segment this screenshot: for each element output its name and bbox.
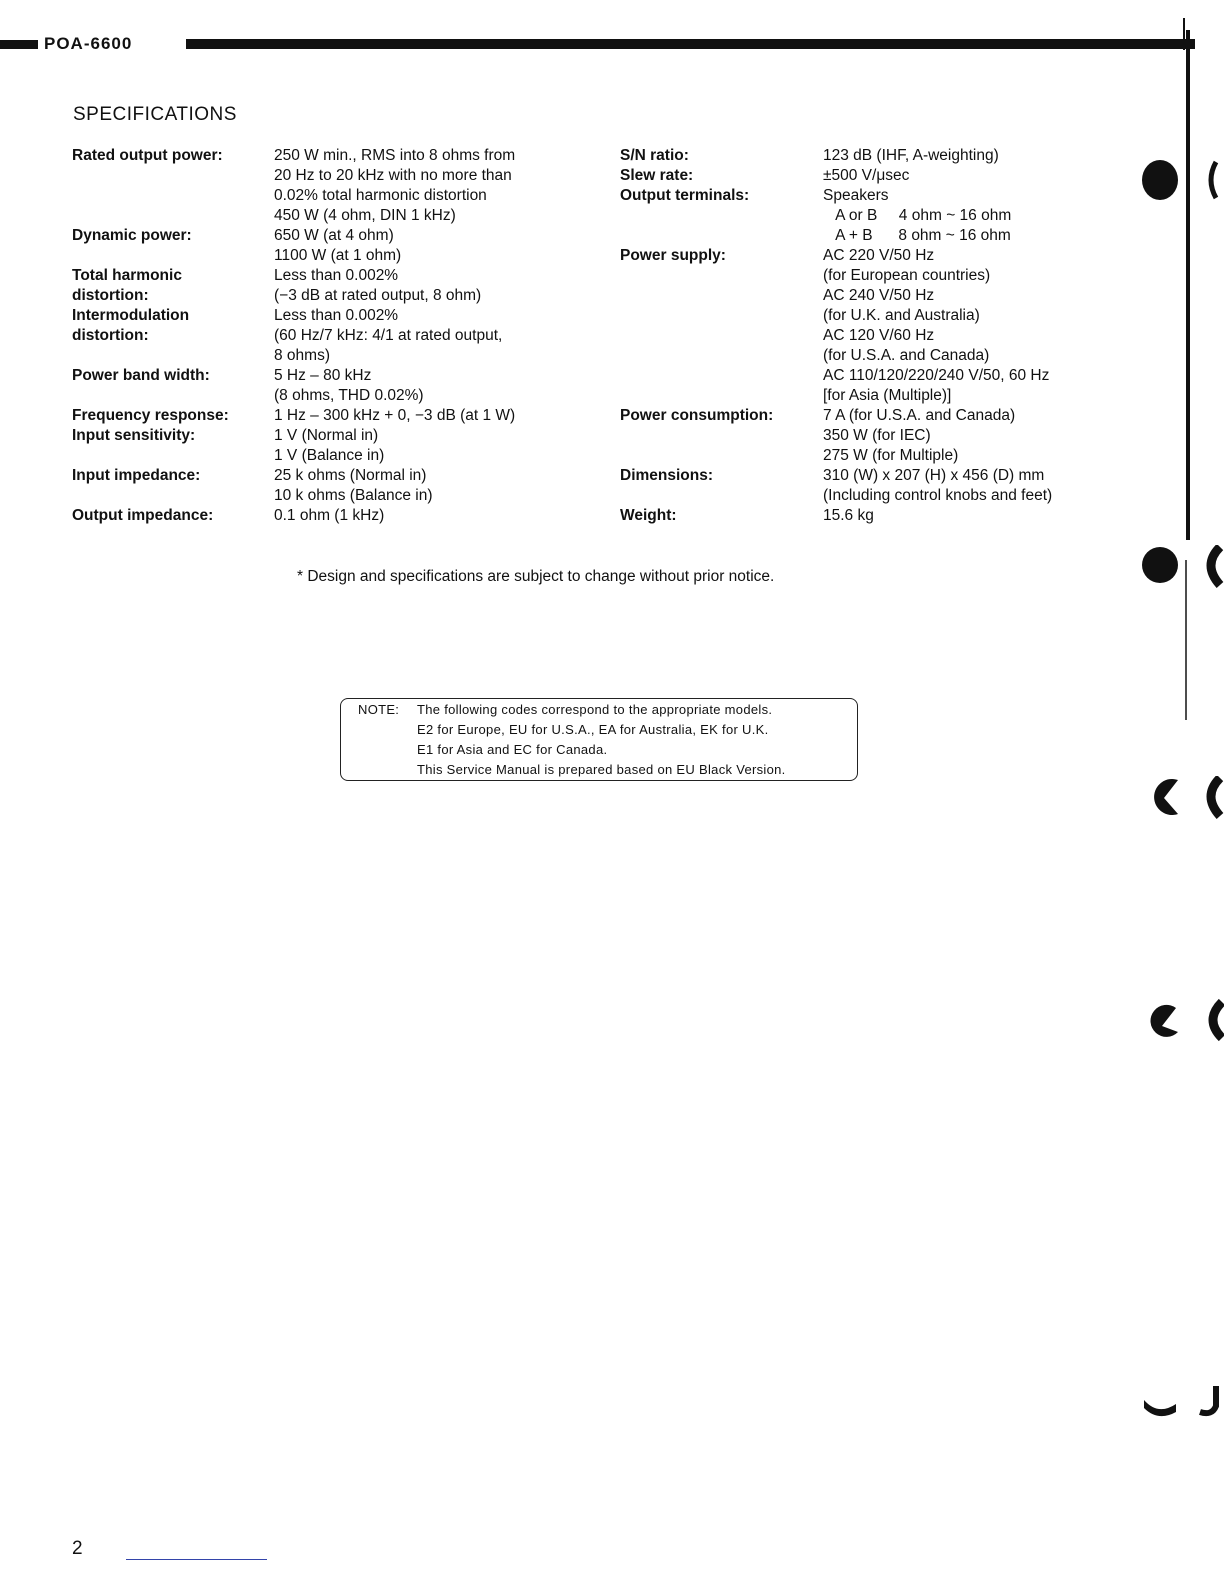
spec-row-dimensions <box>620 466 1140 506</box>
spec-values <box>274 466 433 506</box>
spec-value-line: 5 Hz – 80 kHz <box>274 367 372 384</box>
spec-value-line: AC 120 V/60 Hz <box>823 327 935 344</box>
spec-label: Slew rate: <box>620 167 694 184</box>
spec-row-input-sensitivity <box>72 426 592 466</box>
spec-value-line: 275 W (for Multiple) <box>823 447 959 464</box>
spec-label: Power band width: <box>72 367 210 384</box>
spec-row-weight <box>620 506 1140 526</box>
binder-hole-mark <box>1140 158 1224 202</box>
spec-values <box>274 426 384 466</box>
binder-hole-mark <box>1140 998 1224 1042</box>
spec-values <box>274 306 502 366</box>
spec-value-line: (60 Hz/7 kHz: 4/1 at rated output, <box>274 327 503 344</box>
spec-value-line: AC 220 V/50 Hz <box>823 247 935 264</box>
spec-label: Power consumption: <box>620 407 774 424</box>
spec-value-line: (Including control knobs and feet) <box>823 487 1053 504</box>
spec-value-line: AC 240 V/50 Hz <box>823 287 935 304</box>
spec-value-line: 123 dB (IHF, A-weighting) <box>823 147 999 164</box>
binder-hole-mark <box>1140 776 1224 820</box>
spec-value-line: Speakers <box>823 187 889 204</box>
spec-label: Frequency response: <box>72 407 229 424</box>
note-label: NOTE: <box>358 702 400 717</box>
spec-value-line: Less than 0.002% <box>274 267 399 284</box>
page-number: 2 <box>72 1538 83 1559</box>
spec-value-line: 310 (W) x 207 (H) x 456 (D) mm <box>823 467 1045 484</box>
spec-value-line: 450 W (4 ohm, DIN 1 kHz) <box>274 207 456 224</box>
binder-hole-mark <box>1140 1386 1224 1426</box>
spec-values <box>823 246 1049 406</box>
spec-row-output-impedance <box>72 506 592 526</box>
spec-values <box>274 506 384 526</box>
spec-value-line: 0.1 ohm (1 kHz) <box>274 507 385 524</box>
note-line: The following codes correspond to the appropriate models. <box>417 702 773 717</box>
right-edge-rule <box>1186 30 1190 540</box>
spec-label: Input sensitivity: <box>72 427 196 444</box>
spec-value-line: 1100 W (at 1 ohm) <box>274 247 402 264</box>
spec-value-line: [for Asia (Multiple)] <box>823 387 952 404</box>
header-bar-left-segment <box>0 40 38 49</box>
binder-hole-mark <box>1140 545 1224 589</box>
spec-value-line: 20 Hz to 20 kHz with no more than <box>274 167 512 184</box>
binder-hole-arc <box>1211 162 1216 198</box>
binder-hole-dot <box>1144 1400 1176 1416</box>
footnote: * Design and specifications are subject to change without prior notice. <box>297 568 775 585</box>
corner-tick-mark <box>1183 18 1185 50</box>
spec-values <box>823 186 1011 246</box>
spec-value-line: ±500 V/μsec <box>823 167 910 184</box>
spec-row-power-band-width <box>72 366 592 406</box>
spec-value-line: A + B 8 ohm ~ 16 ohm <box>823 227 1011 244</box>
spec-row-power-consumption <box>620 406 1140 466</box>
spec-values <box>823 406 1015 466</box>
note-line: E1 for Asia and EC for Canada. <box>417 742 608 757</box>
spec-values <box>823 466 1052 506</box>
spec-value-line: Less than 0.002% <box>274 307 399 324</box>
specs-right-column <box>620 146 1140 526</box>
spec-value-line: 1 V (Normal in) <box>274 427 379 444</box>
spec-row-input-impedance <box>72 466 592 506</box>
spec-value-line: AC 110/120/220/240 V/50, 60 Hz <box>823 367 1050 384</box>
binder-hole-dot <box>1142 547 1178 583</box>
page-title: SPECIFICATIONS <box>73 104 237 125</box>
spec-value-line: 250 W min., RMS into 8 ohms from <box>274 147 516 164</box>
binder-hole-arc <box>1213 1002 1222 1038</box>
spec-label: Dynamic power: <box>72 227 192 244</box>
spec-values <box>274 406 515 426</box>
spec-label: Output impedance: <box>72 507 214 524</box>
spec-row-slew-rate <box>620 166 1140 186</box>
binder-hole-dot <box>1154 779 1178 815</box>
spec-value-line: (−3 dB at rated output, 8 ohm) <box>274 287 482 304</box>
spec-value-line: 650 W (at 4 ohm) <box>274 227 394 244</box>
binder-hole-dot <box>1151 1005 1178 1037</box>
spec-value-line: (for U.K. and Australia) <box>823 307 980 324</box>
note-line: E2 for Europe, EU for U.S.A., EA for Australia, EK for U.K. <box>417 722 769 737</box>
spec-values <box>274 266 481 306</box>
spec-label: Output terminals: <box>620 187 750 204</box>
binder-hole-arc <box>1211 778 1220 816</box>
footer-rule <box>126 1559 267 1560</box>
spec-value-line: 350 W (for IEC) <box>823 427 931 444</box>
note-box <box>340 698 858 781</box>
spec-label: Rated output power: <box>72 147 223 164</box>
spec-values <box>823 506 874 526</box>
binder-hole-arc <box>1211 547 1220 585</box>
spec-value-line: 15.6 kg <box>823 507 874 524</box>
specs-left-column <box>72 146 592 526</box>
binder-hole-arc <box>1200 1386 1216 1413</box>
spec-value-line: (for European countries) <box>823 267 991 284</box>
spec-label: Intermodulation distortion: <box>72 307 190 344</box>
spec-values <box>823 166 909 186</box>
spec-values <box>274 146 515 226</box>
spec-label: Input impedance: <box>72 467 201 484</box>
note-line: This Service Manual is prepared based on EU Black Version. <box>417 762 786 777</box>
spec-value-line: (8 ohms, THD 0.02%) <box>274 387 424 404</box>
spec-value-line: 25 k ohms (Normal in) <box>274 467 427 484</box>
spec-value-line: 1 Hz – 300 kHz + 0, −3 dB (at 1 W) <box>274 407 516 424</box>
header-bar-right-segment <box>186 39 1195 49</box>
binder-hole-dot <box>1142 160 1178 200</box>
spec-label: Weight: <box>620 507 677 524</box>
spec-values <box>274 226 401 266</box>
spec-row-total-harmonic-distortion <box>72 266 592 306</box>
spec-value-line: 0.02% total harmonic distortion <box>274 187 487 204</box>
spec-row-frequency-response <box>72 406 592 426</box>
spec-label: Power supply: <box>620 247 726 264</box>
model-name: POA-6600 <box>44 34 133 53</box>
spec-row-rated-output-power <box>72 146 592 226</box>
spec-value-line: 10 k ohms (Balance in) <box>274 487 433 504</box>
spec-values <box>823 146 999 166</box>
spec-label: Total harmonic distortion: <box>72 267 182 304</box>
spec-row-power-supply <box>620 246 1140 406</box>
spec-label: Dimensions: <box>620 467 714 484</box>
header-bar <box>0 34 1195 53</box>
spec-value-line: 1 V (Balance in) <box>274 447 385 464</box>
spec-values <box>274 366 424 406</box>
note-lines <box>417 700 786 780</box>
spec-value-line: 8 ohms) <box>274 347 330 364</box>
spec-row-intermodulation-distortion <box>72 306 592 366</box>
spec-value-line: A or B 4 ohm ~ 16 ohm <box>823 207 1012 224</box>
spec-label: S/N ratio: <box>620 147 689 164</box>
spec-value-line: (for U.S.A. and Canada) <box>823 347 990 364</box>
spec-value-line: 7 A (for U.S.A. and Canada) <box>823 407 1016 424</box>
spec-row-dynamic-power <box>72 226 592 266</box>
spec-row-sn-ratio <box>620 146 1140 166</box>
spec-row-output-terminals <box>620 186 1140 246</box>
